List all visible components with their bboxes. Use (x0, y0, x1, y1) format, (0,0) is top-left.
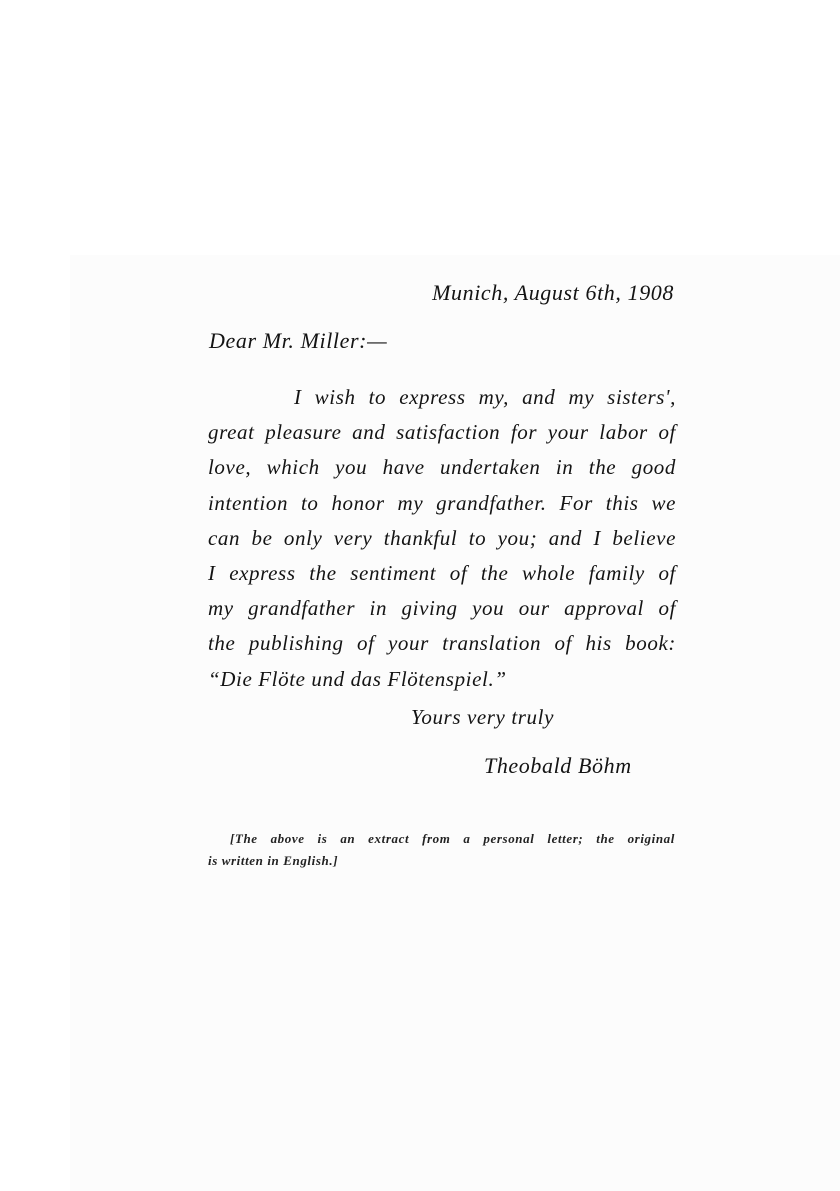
body-line: can be only very thankful to you; and I believe (208, 525, 676, 550)
body-line: I express the sentiment of the whole family of (208, 560, 676, 585)
body-line: “Die Flöte und das Flötenspiel.” (208, 666, 507, 691)
signature: Theobald Böhm (484, 753, 632, 778)
body-line: the publishing of your translation of his book: (208, 631, 676, 656)
body-line: intention to honor my grandfather. For this we (208, 490, 676, 515)
body-line: love, which you have undertaken in the good (208, 455, 676, 480)
salutation: Dear Mr. Miller:— (209, 328, 388, 353)
letter-body (208, 380, 676, 697)
body-line: my grandfather in giving you our approval of (208, 596, 676, 621)
closing: Yours very truly (411, 705, 554, 729)
dateline: Munich, August 6th, 1908 (432, 280, 674, 305)
note-line: [The above is an extract from a personal letter; the original (230, 831, 675, 846)
editorial-note (208, 828, 675, 872)
body-line: I wish to express my, and my sisters', (294, 385, 676, 409)
note-line: is written in English.] (208, 853, 339, 868)
body-line: great pleasure and satisfaction for your labor of (208, 420, 676, 445)
